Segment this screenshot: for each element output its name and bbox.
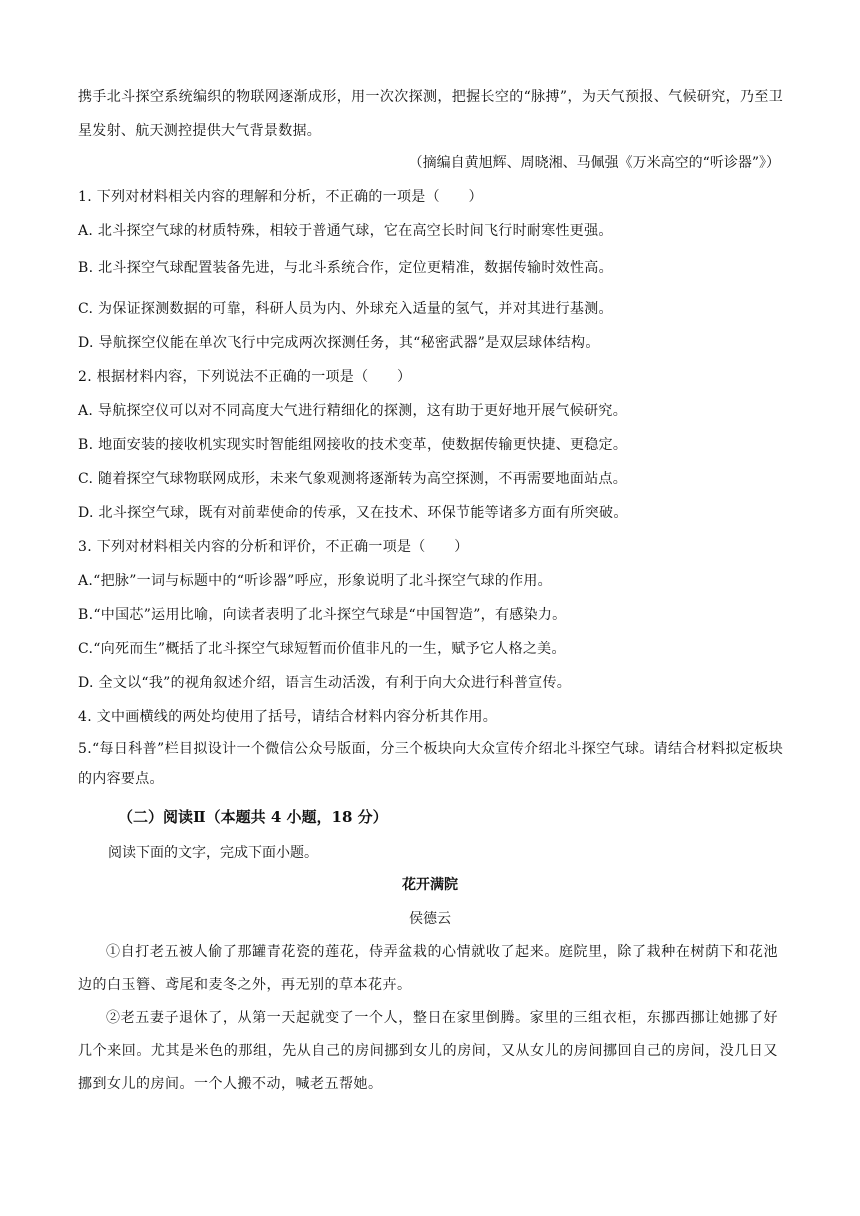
question-2-option-a: A. 导航探空仪可以对不同高度大气进行精细化的探测，这有助于更好地开展气候研究。	[78, 403, 628, 419]
question-3-option-c: C.“向死而生”概括了北斗探空气球短暂而价值非凡的一生，赋予它人格之美。	[78, 641, 566, 657]
question-1-option-d: D. 导航探空仪能在单次飞行中完成两次探测任务，其“秘密武器”是双层球体结构。	[78, 335, 600, 351]
question-3-option-a: A.“把脉”一词与标题中的“听诊器”呼应，形象说明了北斗探空气球的作用。	[78, 573, 552, 589]
story-paragraph-1: ①自打老五被人偷了那罐青花瓷的莲花，侍弄盆栽的心情就收了起来。庭院里，除了栽种在树荫下和花池边的白玉簪、鸢尾和麦冬之外，再无别的草本花卉。	[78, 944, 778, 993]
question-1-option-a: A. 北斗探空气球的材质特殊，相较于普通气球，它在高空长时间飞行时耐寒性更强。	[78, 223, 613, 239]
question-1-option-b: B. 北斗探空气球配置装备先进，与北斗系统合作，定位更精准，数据传输时效性高。	[78, 260, 613, 276]
material-closing-paragraph: 携手北斗探空系统编织的物联网逐渐成形，用一次次探测，把握长空的“脉搏”，为天气预报、气候研究，乃至卫星发射、航天测控提供大气背景数据。	[78, 89, 783, 139]
story-paragraph-2: ②老五妻子退休了，从第一天起就变了一个人，整日在家里倒腾。家里的三组衣柜，东挪西挪让她挪了好几个来回。尤其是米色的那组，先从自己的房间挪到女儿的房间，又从女儿的房间挪回自己的房间，没几日又挪到女儿的房间。一个人搬不动，喊老五帮她。	[78, 1010, 778, 1092]
question-5-stem: 5.“每日科普”栏目拟设计一个微信公众号版面，分三个板块向大众宣传介绍北斗探空气球。请结合材料拟定板块的内容要点。	[78, 741, 783, 787]
question-3-option-d: D. 全文以“我”的视角叙述介绍，语言生动活泼，有利于向大众进行科普宣传。	[78, 675, 572, 691]
question-2-option-c: C. 随着探空气球物联网成形，未来气象观测将逐渐转为高空探测，不再需要地面站点。	[78, 471, 628, 487]
question-3-option-b: B.“中国芯”运用比喻，向读者表明了北斗探空气球是“中国智造”，有感染力。	[78, 607, 567, 623]
story-title: 花开满院	[402, 877, 458, 893]
question-1-option-c: C. 为保证探测数据的可靠，科研人员为内、外球充入适量的氢气，并对其进行基测。	[78, 301, 613, 317]
material-source-citation: （摘编自黄旭辉、周晓湘、马佩强《万米高空的“听诊器”》）	[408, 155, 780, 171]
section-2-instruction: 阅读下面的文字，完成下面小题。	[108, 845, 318, 861]
question-4-stem: 4. 文中画横线的两处均使用了括号，请结合材料内容分析其作用。	[78, 709, 498, 725]
question-3-stem: 3. 下列对材料相关内容的分析和评价，不正确一项是（ ）	[78, 539, 469, 555]
question-2-stem: 2. 根据材料内容，下列说法不正确的一项是（ ）	[78, 369, 412, 385]
question-2-option-b: B. 地面安装的接收机实现实时智能组网接收的技术变革，使数据传输更快捷、更稳定。	[78, 437, 628, 453]
question-1-stem: 1. 下列对材料相关内容的理解和分析，不正确的一项是（ ）	[78, 189, 483, 205]
section-2-heading: （二）阅读Ⅱ（本题共 4 小题，18 分）	[118, 808, 388, 826]
story-author: 侯德云	[409, 911, 451, 927]
question-2-option-d: D. 北斗探空气球，既有对前辈使命的传承，又在技术、环保节能等诸多方面有所突破。	[78, 505, 628, 521]
